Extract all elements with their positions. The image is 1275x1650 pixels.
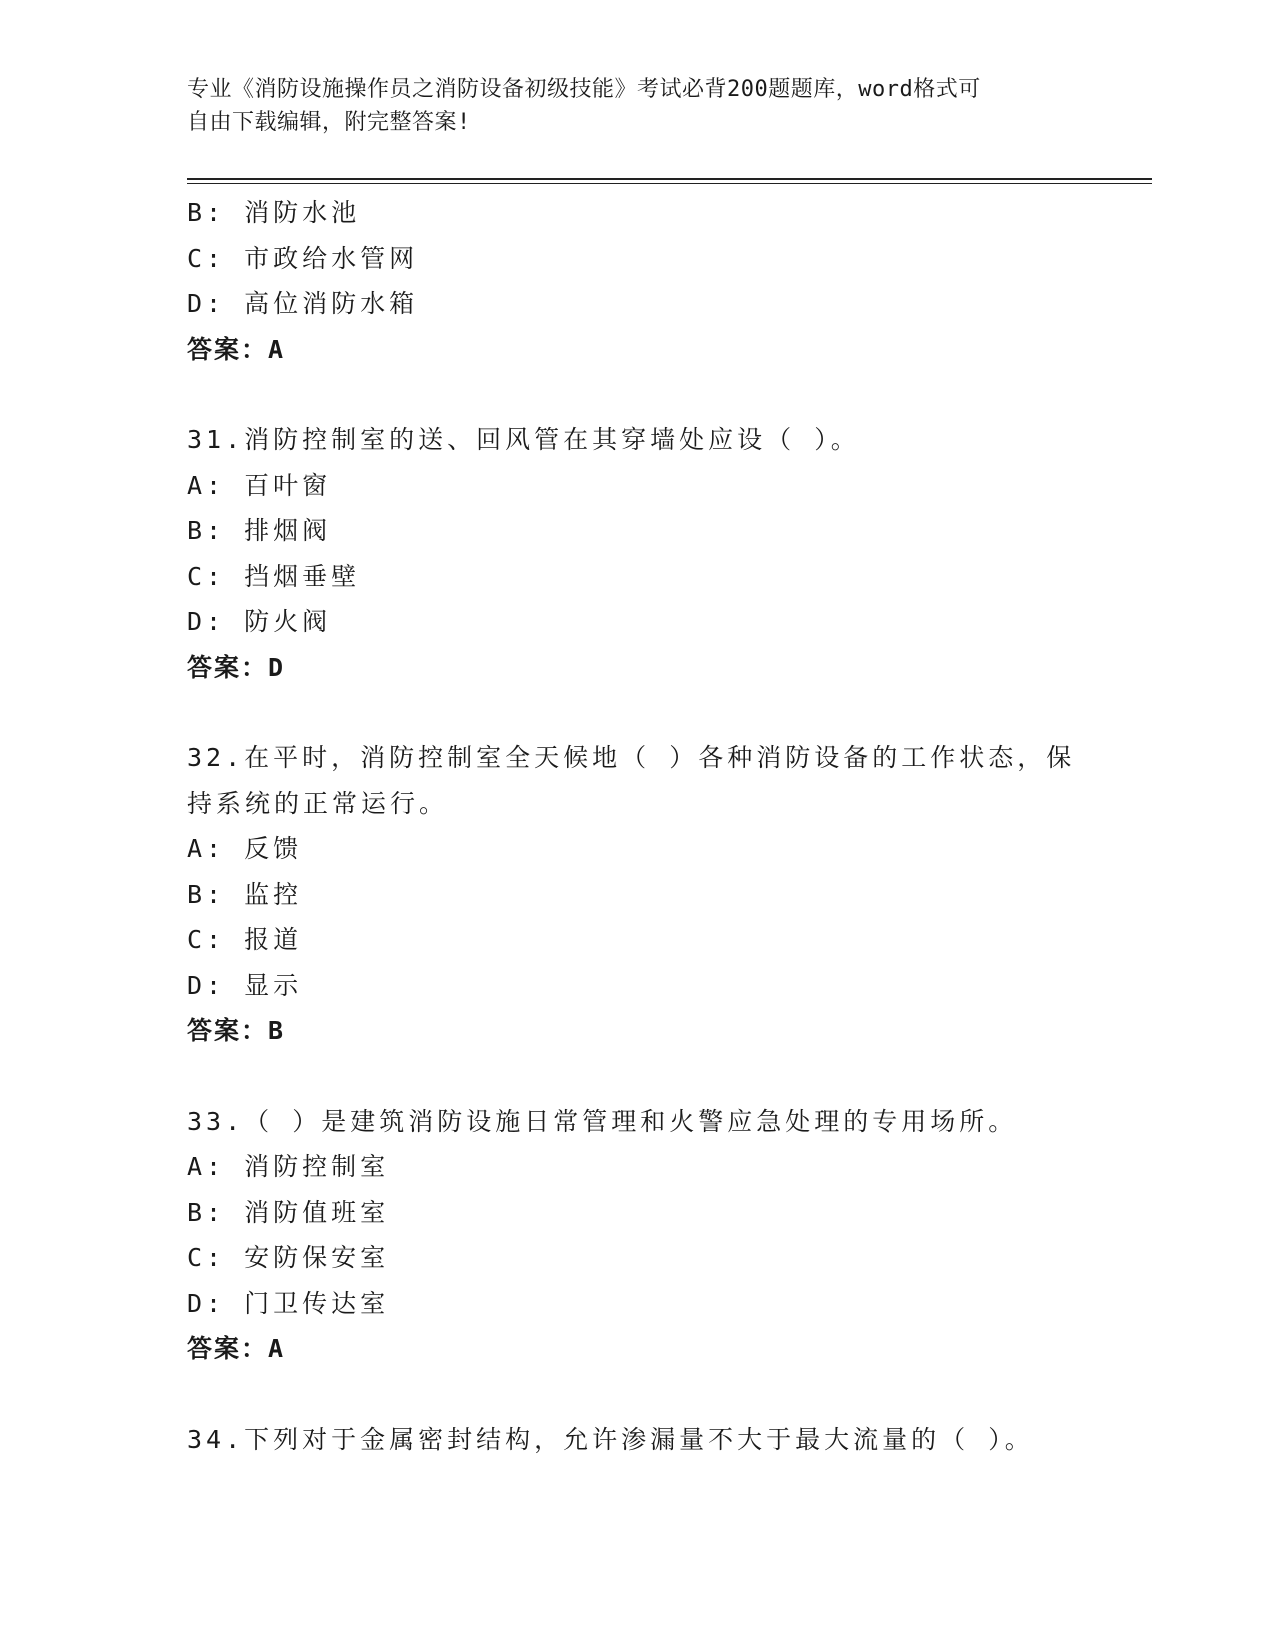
option-d: D: 防火阀 xyxy=(187,607,332,636)
option-c: C: 报道 xyxy=(187,925,303,954)
header-rule-thin xyxy=(187,183,1152,184)
answer-line: 答案：A xyxy=(187,334,286,364)
option-d: D: 门卫传达室 xyxy=(187,1288,390,1318)
question-block-34 xyxy=(187,1417,1087,1463)
option-a: A: 消防控制室 xyxy=(187,1152,390,1181)
option-c: C: 市政给水管网 xyxy=(187,243,419,273)
header-rule-thick xyxy=(187,178,1152,180)
answer-line: 答案：D xyxy=(187,652,286,682)
document-header xyxy=(187,73,1067,139)
option-b: B: 监控 xyxy=(187,879,303,909)
question-stem: 34.下列对于金属密封结构，允许渗漏量不大于最大流量的（ ）。 xyxy=(187,1424,1034,1454)
option-d: D: 高位消防水箱 xyxy=(187,289,419,318)
option-d: D: 显示 xyxy=(187,970,303,1000)
option-b: B: 消防值班室 xyxy=(187,1197,390,1227)
question-stem: 31.消防控制室的送、回风管在其穿墙处应设（ ）。 xyxy=(187,425,860,454)
answer-line: 答案：A xyxy=(187,1334,286,1363)
option-a: A: 百叶窗 xyxy=(187,470,332,500)
question-block-30 xyxy=(187,190,1087,372)
question-block-31 xyxy=(187,417,1087,690)
header-line-1: 专业《消防设施操作员之消防设备初级技能》考试必背200题题库，word格式可 xyxy=(187,77,981,102)
option-c: C: 挡烟垂壁 xyxy=(187,561,361,591)
option-b: B: 消防水池 xyxy=(187,198,361,227)
option-b: B: 排烟阀 xyxy=(187,516,332,545)
header-line-2: 自由下载编辑，附完整答案! xyxy=(187,110,471,135)
question-stem: 33.（ ）是建筑消防设施日常管理和火警应急处理的专用场所。 xyxy=(187,1106,1018,1136)
question-list xyxy=(187,190,1087,1462)
answer-line: 答案：B xyxy=(187,1016,286,1045)
question-stem-line-1: 32.在平时，消防控制室全天候地（ ）各种消防设备的工作状态，保 xyxy=(187,743,1076,772)
question-block-33 xyxy=(187,1099,1087,1372)
question-stem-line-2: 持系统的正常运行。 xyxy=(187,788,449,818)
question-block-32 xyxy=(187,735,1087,1054)
option-c: C: 安防保安室 xyxy=(187,1243,390,1272)
option-a: A: 反馈 xyxy=(187,834,303,863)
